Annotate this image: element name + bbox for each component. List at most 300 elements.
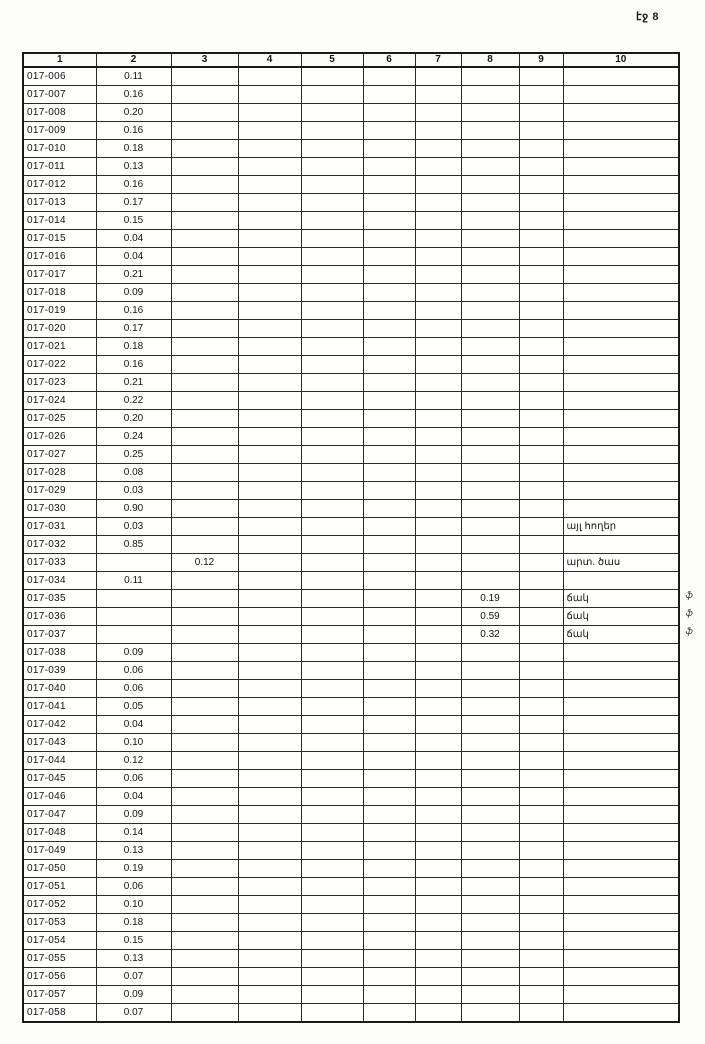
value-cell xyxy=(415,410,461,428)
value-cell xyxy=(96,608,171,626)
row-id-cell: 017-025 xyxy=(23,410,96,428)
row-id-cell: 017-026 xyxy=(23,428,96,446)
remark-cell: արտ. ծաս xyxy=(563,554,679,572)
value-cell: 0.25 xyxy=(96,446,171,464)
value-cell xyxy=(519,410,563,428)
value-cell xyxy=(96,554,171,572)
value-cell xyxy=(301,446,363,464)
value-cell xyxy=(363,734,415,752)
row-id-cell: 017-029 xyxy=(23,482,96,500)
remark-cell xyxy=(563,320,679,338)
value-cell xyxy=(519,464,563,482)
value-cell xyxy=(461,86,519,104)
table-row xyxy=(23,428,679,446)
value-cell: 0.07 xyxy=(96,968,171,986)
value-cell xyxy=(301,770,363,788)
value-cell xyxy=(238,608,301,626)
value-cell: 0.10 xyxy=(96,896,171,914)
value-cell xyxy=(363,176,415,194)
row-id-cell: 017-040 xyxy=(23,680,96,698)
value-cell xyxy=(519,608,563,626)
value-cell xyxy=(363,410,415,428)
value-cell xyxy=(238,482,301,500)
table-row xyxy=(23,374,679,392)
value-cell xyxy=(238,626,301,644)
value-cell xyxy=(519,536,563,554)
table-row xyxy=(23,986,679,1004)
value-cell xyxy=(363,338,415,356)
value-cell xyxy=(363,482,415,500)
value-cell xyxy=(415,608,461,626)
value-cell xyxy=(461,266,519,284)
data-table xyxy=(22,52,680,1023)
value-cell xyxy=(171,986,238,1004)
value-cell xyxy=(519,122,563,140)
value-cell: 0.18 xyxy=(96,914,171,932)
value-cell xyxy=(519,968,563,986)
row-id-cell: 017-018 xyxy=(23,284,96,302)
value-cell xyxy=(519,626,563,644)
remark-cell xyxy=(563,230,679,248)
remark-cell xyxy=(563,770,679,788)
row-id-cell: 017-015 xyxy=(23,230,96,248)
value-cell xyxy=(171,140,238,158)
value-cell: 0.13 xyxy=(96,950,171,968)
value-cell: 0.09 xyxy=(96,284,171,302)
value-cell xyxy=(238,968,301,986)
value-cell xyxy=(171,212,238,230)
value-cell xyxy=(363,824,415,842)
value-cell xyxy=(461,194,519,212)
table-row xyxy=(23,554,679,572)
value-cell xyxy=(301,788,363,806)
remark-cell xyxy=(563,104,679,122)
value-cell xyxy=(238,662,301,680)
value-cell xyxy=(238,806,301,824)
row-id-cell: 017-049 xyxy=(23,842,96,860)
table-row xyxy=(23,356,679,374)
table-row xyxy=(23,770,679,788)
value-cell xyxy=(519,104,563,122)
value-cell xyxy=(461,338,519,356)
handwritten-margin-mark: ֆ xyxy=(685,590,693,600)
value-cell xyxy=(461,914,519,932)
value-cell xyxy=(301,950,363,968)
value-cell xyxy=(171,500,238,518)
value-cell xyxy=(415,950,461,968)
value-cell xyxy=(461,860,519,878)
value-cell xyxy=(301,734,363,752)
value-cell xyxy=(301,752,363,770)
value-cell xyxy=(519,860,563,878)
row-id-cell: 017-033 xyxy=(23,554,96,572)
value-cell: 0.07 xyxy=(96,1004,171,1023)
value-cell xyxy=(301,392,363,410)
value-cell xyxy=(363,698,415,716)
value-cell xyxy=(363,752,415,770)
table-row xyxy=(23,284,679,302)
value-cell xyxy=(238,302,301,320)
value-cell: 0.03 xyxy=(96,482,171,500)
table-row xyxy=(23,644,679,662)
value-cell xyxy=(519,716,563,734)
value-cell xyxy=(171,230,238,248)
value-cell xyxy=(238,248,301,266)
value-cell xyxy=(301,374,363,392)
value-cell xyxy=(461,806,519,824)
value-cell xyxy=(238,932,301,950)
value-cell xyxy=(415,1004,461,1023)
value-cell xyxy=(415,644,461,662)
table-row xyxy=(23,788,679,806)
value-cell xyxy=(238,284,301,302)
value-cell xyxy=(171,122,238,140)
table-row xyxy=(23,716,679,734)
value-cell xyxy=(415,284,461,302)
value-cell xyxy=(238,824,301,842)
value-cell xyxy=(363,716,415,734)
table-row xyxy=(23,140,679,158)
value-cell xyxy=(415,590,461,608)
value-cell xyxy=(238,500,301,518)
value-cell xyxy=(363,67,415,86)
table-row xyxy=(23,1004,679,1023)
value-cell xyxy=(461,1004,519,1023)
value-cell xyxy=(301,662,363,680)
table-row xyxy=(23,536,679,554)
value-cell xyxy=(363,194,415,212)
value-cell xyxy=(415,338,461,356)
remark-cell xyxy=(563,464,679,482)
row-id-cell: 017-017 xyxy=(23,266,96,284)
value-cell xyxy=(301,212,363,230)
value-cell: 0.19 xyxy=(461,590,519,608)
value-cell: 0.08 xyxy=(96,464,171,482)
value-cell xyxy=(171,410,238,428)
value-cell xyxy=(519,284,563,302)
value-cell xyxy=(415,320,461,338)
value-cell xyxy=(363,104,415,122)
value-cell xyxy=(238,194,301,212)
table-row xyxy=(23,302,679,320)
row-id-cell: 017-010 xyxy=(23,140,96,158)
value-cell xyxy=(363,590,415,608)
value-cell: 0.21 xyxy=(96,266,171,284)
value-cell xyxy=(519,788,563,806)
table-row xyxy=(23,608,679,626)
remark-cell xyxy=(563,662,679,680)
value-cell xyxy=(238,734,301,752)
table-row xyxy=(23,698,679,716)
table-row xyxy=(23,464,679,482)
value-cell xyxy=(461,644,519,662)
value-cell xyxy=(171,320,238,338)
value-cell xyxy=(461,932,519,950)
value-cell xyxy=(363,374,415,392)
remark-cell: այլ հողեր xyxy=(563,518,679,536)
value-cell xyxy=(171,536,238,554)
row-id-cell: 017-046 xyxy=(23,788,96,806)
value-cell: 0.14 xyxy=(96,824,171,842)
value-cell xyxy=(461,230,519,248)
remark-cell xyxy=(563,194,679,212)
value-cell xyxy=(238,878,301,896)
value-cell xyxy=(238,788,301,806)
value-cell xyxy=(415,986,461,1004)
value-cell xyxy=(519,482,563,500)
value-cell xyxy=(461,716,519,734)
table-row xyxy=(23,932,679,950)
table-row xyxy=(23,266,679,284)
value-cell xyxy=(519,428,563,446)
value-cell xyxy=(238,464,301,482)
value-cell xyxy=(301,158,363,176)
value-cell xyxy=(415,518,461,536)
value-cell xyxy=(519,158,563,176)
remark-cell xyxy=(563,752,679,770)
remark-cell xyxy=(563,374,679,392)
value-cell xyxy=(363,842,415,860)
table-header-row xyxy=(23,53,679,67)
value-cell xyxy=(519,446,563,464)
value-cell xyxy=(171,482,238,500)
table-row xyxy=(23,806,679,824)
remark-cell: ճակ xyxy=(563,590,679,608)
row-id-cell: 017-055 xyxy=(23,950,96,968)
row-id-cell: 017-043 xyxy=(23,734,96,752)
value-cell: 0.16 xyxy=(96,176,171,194)
value-cell xyxy=(301,626,363,644)
value-cell xyxy=(363,608,415,626)
value-cell xyxy=(363,86,415,104)
value-cell xyxy=(301,266,363,284)
value-cell xyxy=(238,446,301,464)
table-row xyxy=(23,518,679,536)
value-cell xyxy=(461,572,519,590)
value-cell xyxy=(415,248,461,266)
value-cell xyxy=(519,680,563,698)
table-row xyxy=(23,896,679,914)
row-id-cell: 017-006 xyxy=(23,67,96,86)
value-cell: 0.09 xyxy=(96,644,171,662)
row-id-cell: 017-057 xyxy=(23,986,96,1004)
value-cell xyxy=(238,158,301,176)
remark-cell xyxy=(563,860,679,878)
value-cell: 0.11 xyxy=(96,67,171,86)
value-cell: 0.16 xyxy=(96,86,171,104)
value-cell xyxy=(415,842,461,860)
value-cell xyxy=(238,536,301,554)
value-cell xyxy=(461,212,519,230)
remark-cell xyxy=(563,67,679,86)
row-id-cell: 017-032 xyxy=(23,536,96,554)
table-row xyxy=(23,158,679,176)
table-row xyxy=(23,482,679,500)
table-row xyxy=(23,230,679,248)
value-cell xyxy=(96,626,171,644)
value-cell xyxy=(363,302,415,320)
value-cell: 0.12 xyxy=(171,554,238,572)
value-cell xyxy=(171,968,238,986)
value-cell xyxy=(519,176,563,194)
table-row xyxy=(23,122,679,140)
value-cell xyxy=(519,266,563,284)
value-cell xyxy=(171,302,238,320)
row-id-cell: 017-034 xyxy=(23,572,96,590)
value-cell xyxy=(171,842,238,860)
value-cell xyxy=(171,518,238,536)
value-cell xyxy=(519,590,563,608)
value-cell xyxy=(461,284,519,302)
value-cell: 0.03 xyxy=(96,518,171,536)
value-cell: 0.16 xyxy=(96,302,171,320)
row-id-cell: 017-022 xyxy=(23,356,96,374)
value-cell xyxy=(461,302,519,320)
value-cell xyxy=(238,176,301,194)
remark-cell xyxy=(563,536,679,554)
remark-cell xyxy=(563,356,679,374)
value-cell xyxy=(238,212,301,230)
column-header-1: 1 xyxy=(23,53,96,67)
row-id-cell: 017-036 xyxy=(23,608,96,626)
value-cell xyxy=(363,878,415,896)
value-cell xyxy=(363,1004,415,1023)
value-cell xyxy=(301,914,363,932)
value-cell xyxy=(171,464,238,482)
column-header-8: 8 xyxy=(461,53,519,67)
value-cell xyxy=(301,896,363,914)
page-number-label: էջ 8 xyxy=(636,11,659,23)
value-cell xyxy=(301,716,363,734)
value-cell xyxy=(415,194,461,212)
value-cell xyxy=(415,500,461,518)
value-cell xyxy=(238,986,301,1004)
value-cell xyxy=(415,662,461,680)
value-cell xyxy=(363,392,415,410)
value-cell xyxy=(301,194,363,212)
table-row xyxy=(23,446,679,464)
value-cell xyxy=(171,716,238,734)
value-cell xyxy=(171,248,238,266)
value-cell: 0.21 xyxy=(96,374,171,392)
value-cell xyxy=(171,824,238,842)
value-cell xyxy=(238,410,301,428)
value-cell xyxy=(519,950,563,968)
value-cell xyxy=(301,608,363,626)
remark-cell xyxy=(563,932,679,950)
value-cell xyxy=(171,770,238,788)
value-cell xyxy=(171,176,238,194)
row-id-cell: 017-016 xyxy=(23,248,96,266)
value-cell xyxy=(415,680,461,698)
row-id-cell: 017-058 xyxy=(23,1004,96,1023)
row-id-cell: 017-013 xyxy=(23,194,96,212)
value-cell xyxy=(519,230,563,248)
value-cell xyxy=(171,698,238,716)
row-id-cell: 017-008 xyxy=(23,104,96,122)
table-row xyxy=(23,392,679,410)
value-cell xyxy=(461,968,519,986)
value-cell xyxy=(519,1004,563,1023)
row-id-cell: 017-019 xyxy=(23,302,96,320)
remark-cell xyxy=(563,302,679,320)
table-row xyxy=(23,590,679,608)
remark-cell xyxy=(563,716,679,734)
value-cell: 0.16 xyxy=(96,122,171,140)
value-cell xyxy=(461,158,519,176)
remark-cell xyxy=(563,788,679,806)
row-id-cell: 017-028 xyxy=(23,464,96,482)
value-cell xyxy=(238,518,301,536)
value-cell xyxy=(301,482,363,500)
value-cell xyxy=(301,67,363,86)
table-row xyxy=(23,968,679,986)
value-cell xyxy=(363,662,415,680)
table-row xyxy=(23,680,679,698)
value-cell xyxy=(519,554,563,572)
table-row xyxy=(23,86,679,104)
value-cell xyxy=(461,392,519,410)
value-cell xyxy=(363,572,415,590)
row-id-cell: 017-038 xyxy=(23,644,96,662)
value-cell xyxy=(363,140,415,158)
value-cell xyxy=(238,266,301,284)
value-cell xyxy=(363,356,415,374)
value-cell xyxy=(363,932,415,950)
column-header-10: 10 xyxy=(563,53,679,67)
value-cell: 0.32 xyxy=(461,626,519,644)
value-cell: 0.04 xyxy=(96,248,171,266)
value-cell xyxy=(301,464,363,482)
value-cell: 0.20 xyxy=(96,410,171,428)
value-cell xyxy=(238,554,301,572)
value-cell xyxy=(301,176,363,194)
value-cell xyxy=(301,536,363,554)
value-cell xyxy=(519,644,563,662)
row-id-cell: 017-054 xyxy=(23,932,96,950)
value-cell: 0.06 xyxy=(96,662,171,680)
value-cell xyxy=(519,914,563,932)
remark-cell xyxy=(563,950,679,968)
value-cell xyxy=(238,338,301,356)
row-id-cell: 017-024 xyxy=(23,392,96,410)
table-row xyxy=(23,212,679,230)
column-header-9: 9 xyxy=(519,53,563,67)
value-cell xyxy=(415,770,461,788)
value-cell xyxy=(415,67,461,86)
value-cell xyxy=(415,212,461,230)
value-cell: 0.06 xyxy=(96,878,171,896)
value-cell xyxy=(461,842,519,860)
value-cell xyxy=(363,284,415,302)
value-cell xyxy=(301,302,363,320)
row-id-cell: 017-021 xyxy=(23,338,96,356)
value-cell: 0.18 xyxy=(96,338,171,356)
value-cell: 0.04 xyxy=(96,788,171,806)
value-cell xyxy=(171,158,238,176)
value-cell xyxy=(415,86,461,104)
row-id-cell: 017-041 xyxy=(23,698,96,716)
value-cell: 0.10 xyxy=(96,734,171,752)
value-cell xyxy=(519,896,563,914)
row-id-cell: 017-023 xyxy=(23,374,96,392)
remark-cell xyxy=(563,410,679,428)
value-cell: 0.06 xyxy=(96,770,171,788)
column-header-2: 2 xyxy=(96,53,171,67)
value-cell xyxy=(363,554,415,572)
value-cell xyxy=(461,770,519,788)
value-cell xyxy=(461,140,519,158)
